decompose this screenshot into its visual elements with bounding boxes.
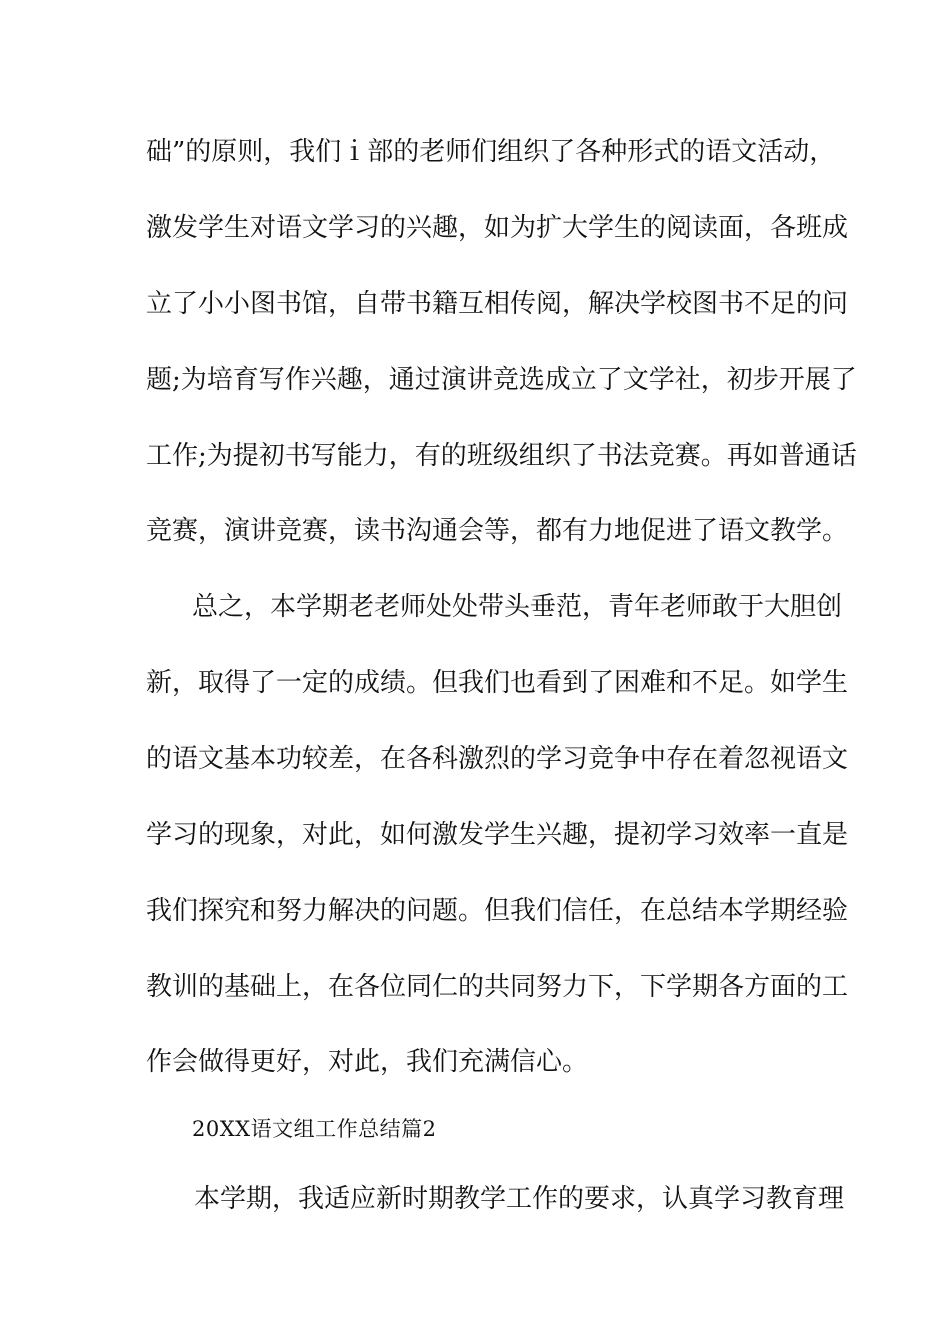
paragraph-2-line-4: 学习的现象，对此，如何激发学生兴趣，提初学习效率一直是	[146, 820, 849, 850]
paragraph-2-line-5: 我们探究和努力解决的问题。但我们信任，在总结本学期经验	[146, 896, 849, 926]
section-heading: 20XX语文组工作总结篇2	[192, 1117, 437, 1141]
paragraph-1-line-5: 工作;为提初书写能力，有的班级组织了书法竞赛。再如普通话	[146, 441, 857, 471]
paragraph-2-line-1: 总之，本学期老老师处处带头垂范，青年老师敢于大胆创	[192, 592, 843, 622]
paragraph-1-line-4: 题;为培育写作兴趣，通过演讲竞选成立了文学社，初步开展了	[146, 365, 857, 395]
paragraph-1-line-1: 础”的原则，我们ｉ部的老师们组织了各种形式的语文活动，	[146, 137, 836, 167]
paragraph-2-line-7: 作会做得更好，对此，我们充满信心。	[146, 1047, 589, 1077]
paragraph-3-line-1: 本学期，我适应新时期教学工作的要求，认真学习教育理	[194, 1184, 845, 1214]
paragraph-2-line-3: 的语文基本功较差，在各科激烈的学习竞争中存在着忽视语文	[146, 744, 849, 774]
paragraph-2-line-6: 教训的基础上，在各位同仁的共同努力下，下学期各方面的工	[146, 972, 849, 1002]
paragraph-1-line-2: 激发学生对语文学习的兴趣，如为扩大学生的阅读面，各班成	[146, 213, 849, 243]
paragraph-1-line-3: 立了小小图书馆，自带书籍互相传阅，解决学校图书不足的问	[146, 289, 849, 319]
paragraph-1-line-6: 竞赛，演讲竞赛，读书沟通会等，都有力地促进了语文教学。	[146, 516, 849, 546]
paragraph-2-line-2: 新，取得了一定的成绩。但我们也看到了困难和不足。如学生	[146, 668, 849, 698]
